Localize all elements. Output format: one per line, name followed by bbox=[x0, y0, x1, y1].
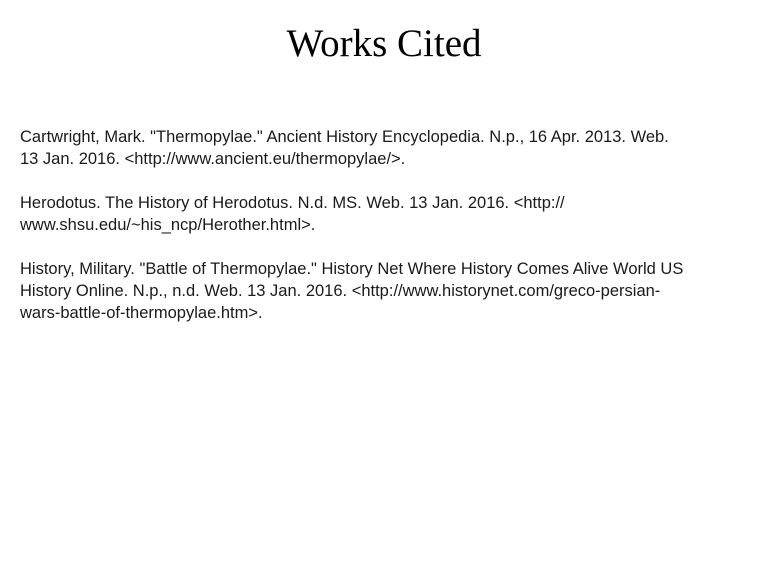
citation-line: 13 Jan. 2016. <http://www.ancient.eu/thermopylae/>. bbox=[20, 150, 406, 168]
citation-line: History, Military. "Battle of Thermopylae." History Net Where History Comes Alive World US bbox=[20, 260, 684, 278]
citation-line: History Online. N.p., n.d. Web. 13 Jan. 2016. <http://www.historynet.com/greco-persian- bbox=[20, 282, 661, 300]
citation-line: Herodotus. The History of Herodotus. N.d. MS. Web. 13 Jan. 2016. <http:// bbox=[20, 194, 565, 212]
citations-list bbox=[20, 126, 750, 346]
citation-cartwright bbox=[20, 126, 750, 170]
citation-herodotus bbox=[20, 192, 750, 236]
slide-title: Works Cited bbox=[286, 22, 482, 65]
citation-line: Cartwright, Mark. "Thermopylae." Ancient History Encyclopedia. N.p., 16 Apr. 2013. Web. bbox=[20, 128, 669, 146]
citation-line: www.shsu.edu/~his_ncp/Herother.html>. bbox=[20, 216, 316, 234]
citation-line: wars-battle-of-thermopylae.htm>. bbox=[20, 304, 263, 322]
citation-historynet bbox=[20, 258, 750, 324]
